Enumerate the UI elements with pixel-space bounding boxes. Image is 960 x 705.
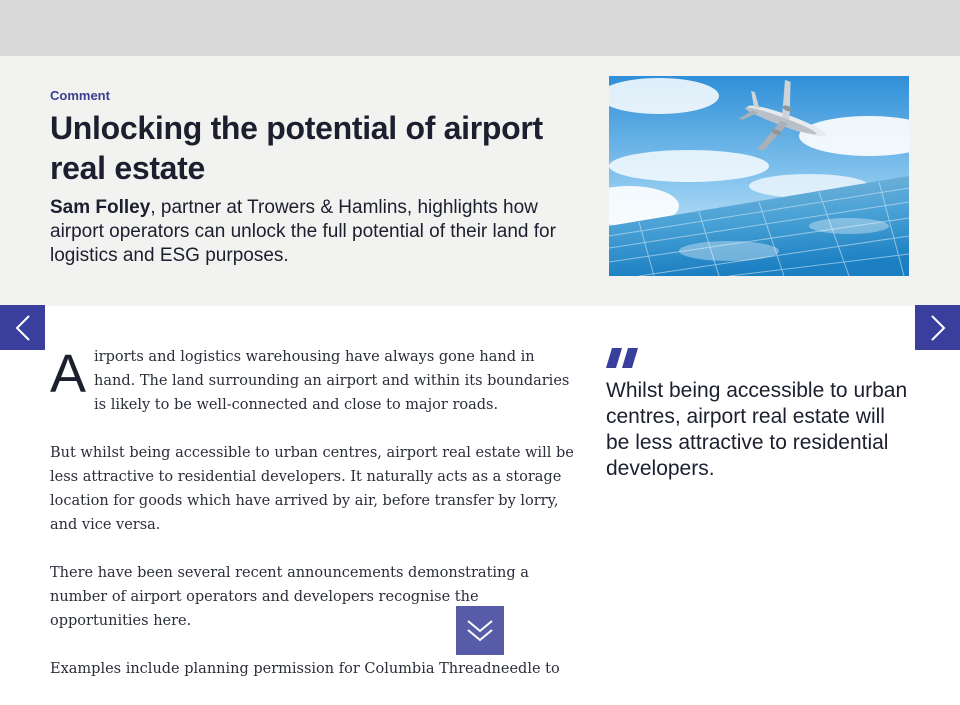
pull-quote [606,348,911,482]
top-bar [0,0,960,56]
previous-article-button[interactable] [0,305,45,350]
article-category[interactable]: Comment [50,88,110,103]
article-title: Unlocking the potential of airport real estate [50,110,543,186]
double-chevron-down-icon [466,618,494,644]
paragraph: Examples include planning permission for Columbia Threadneedle to [50,661,560,677]
quote-mark-icon [606,348,638,368]
paragraph [50,345,575,417]
pull-quote-text: Whilst being accessible to urban centres, airport real estate will be less attractive to residential developers. [606,379,908,480]
paragraph: But whilst being accessible to urban centres, airport real estate will be less attractive to residential developers. It naturally acts as a storage location for goods which have arrived by air, before transfer by lorry, and vice versa. [50,445,574,533]
standfirst-text: , partner at Trowers & Hamlins, highlights how airport operators can unlock the full potential of their land for logistics and ESG purposes. [50,197,556,266]
next-article-button[interactable] [915,305,960,350]
author-name: Sam Folley [50,197,151,218]
article-standfirst [50,196,590,268]
chevron-right-icon [930,315,946,341]
chevron-left-icon [15,315,31,341]
hero-image [609,76,909,276]
scroll-down-button[interactable] [456,606,504,655]
drop-cap: A [50,344,87,404]
paragraph: There have been several recent announcements demonstrating a number of airport operators and developers recognise the opportunities here. [50,565,529,629]
paragraph-1-text: irports and logistics warehousing have always gone hand in hand. The land surrounding an airport and within its boundaries is likely to be well-connected and close to major roads. [94,349,570,413]
airplane-over-glass-building-photo [609,76,909,276]
article-header [0,56,960,306]
